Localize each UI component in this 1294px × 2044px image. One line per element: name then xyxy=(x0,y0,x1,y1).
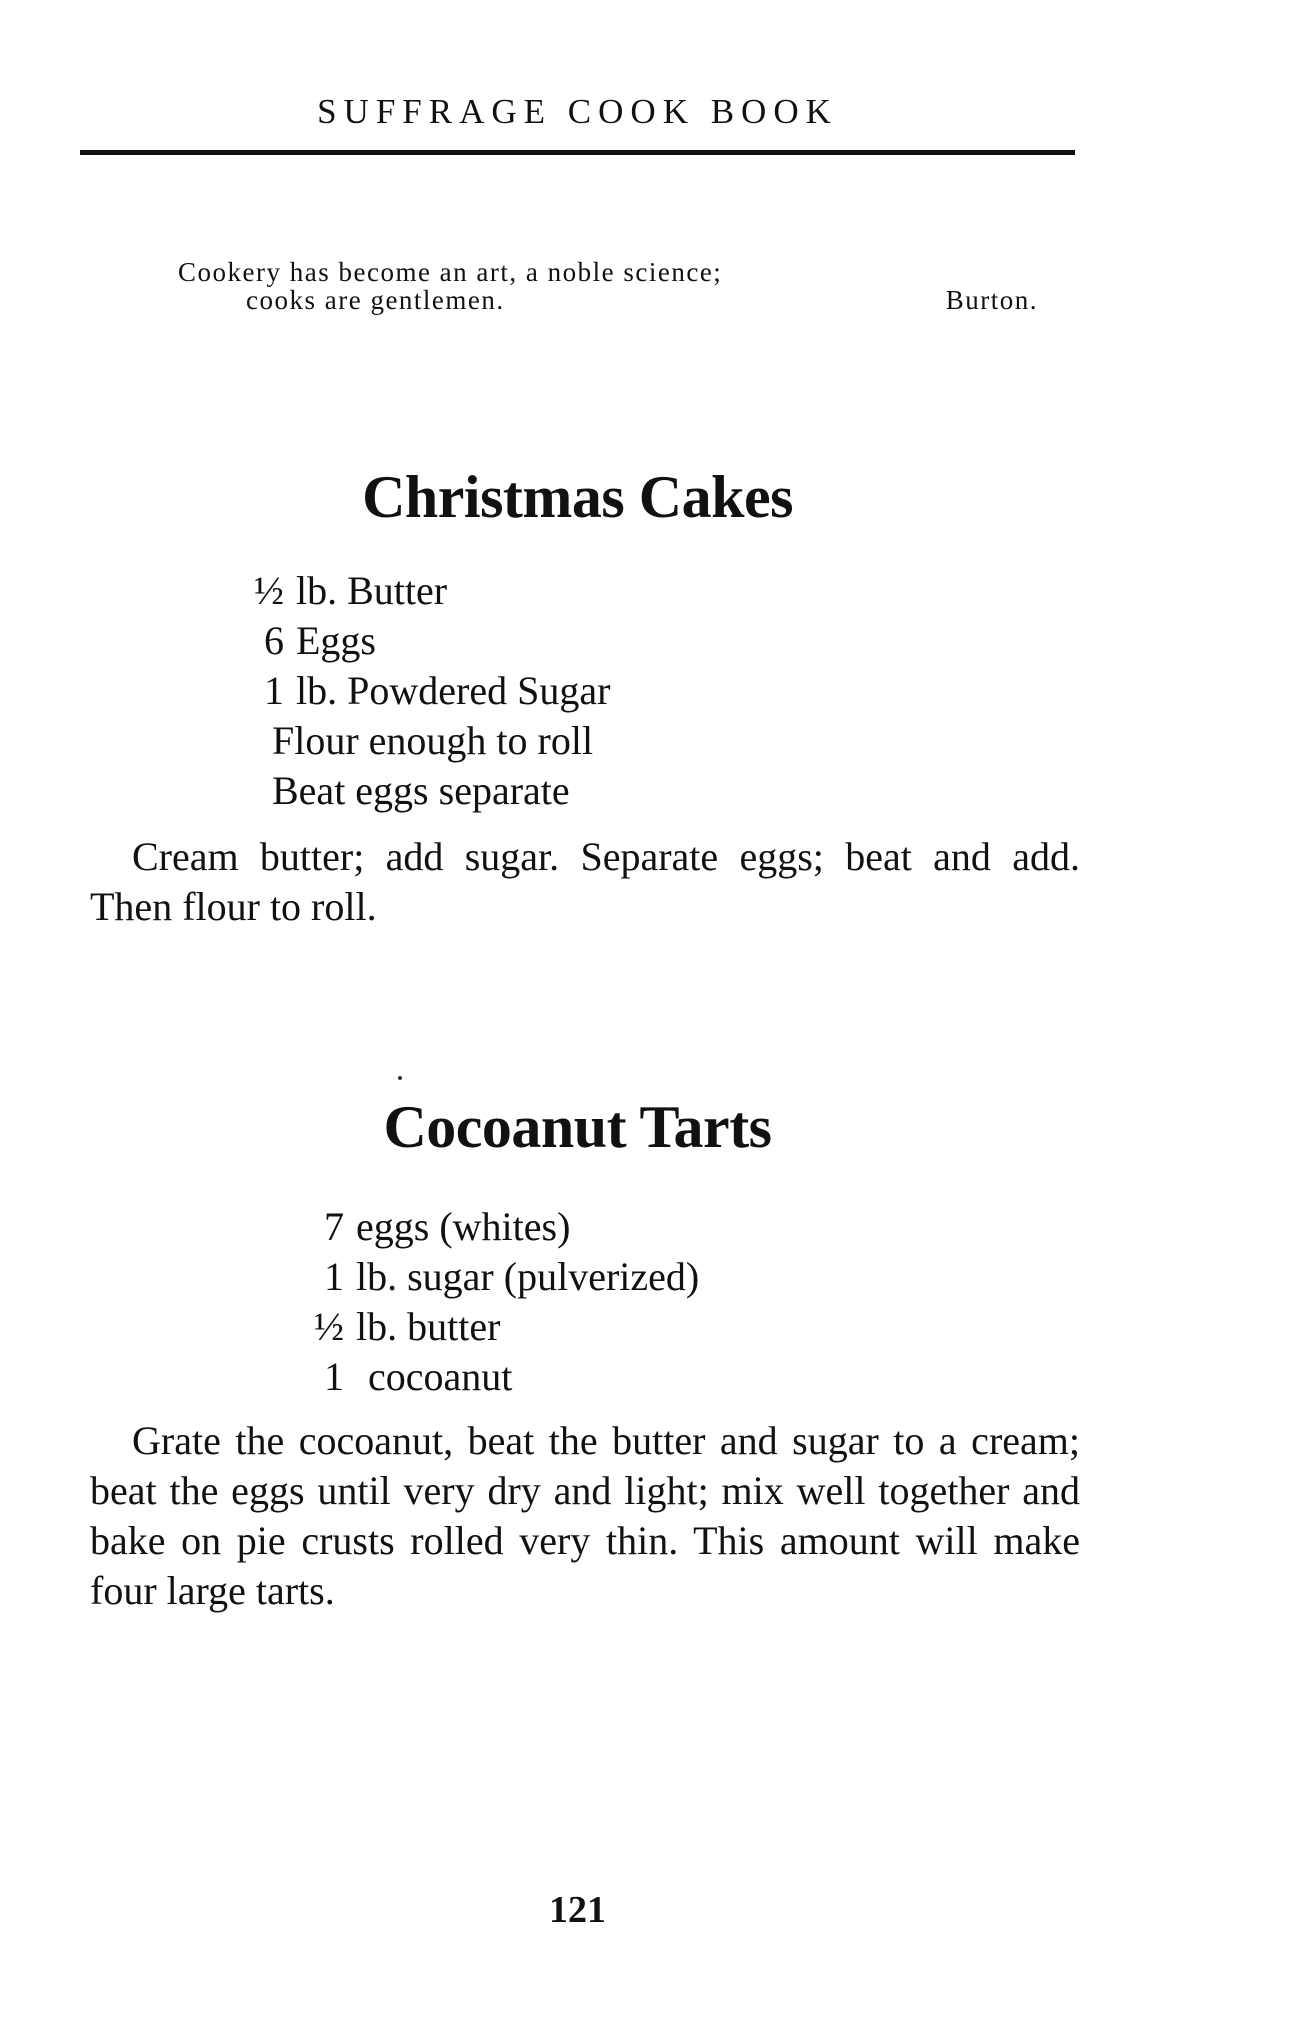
ingredient-item xyxy=(300,1302,699,1352)
epigraph xyxy=(178,258,1048,314)
ingredient-item xyxy=(300,1352,699,1402)
recipe-method-christmas-cakes: Cream butter; add sugar. Separate eggs; beat and add. Then flour to roll. xyxy=(90,834,1080,929)
epigraph-line-2 xyxy=(178,286,1048,314)
ingredient-text: lb. Butter xyxy=(296,568,448,613)
epigraph-line-1: Cookery has become an art, a noble science; xyxy=(178,257,723,287)
ingredient-item xyxy=(240,566,610,616)
ingredient-item xyxy=(240,616,610,666)
header-rule xyxy=(80,150,1075,155)
ingredient-quantity: 6 xyxy=(264,618,284,663)
ingredient-quantity: 1 xyxy=(324,1254,344,1299)
ingredient-quantity: 1 xyxy=(324,1354,344,1399)
ingredient-text: cocoanut xyxy=(368,1354,513,1399)
ingredient-quantity: ½ xyxy=(254,568,284,613)
ingredient-list-christmas-cakes xyxy=(240,566,610,816)
ingredient-text: lb. butter xyxy=(356,1304,501,1349)
ingredient-item xyxy=(240,666,610,716)
ingredient-quantity: 7 xyxy=(324,1204,344,1249)
print-speck xyxy=(398,1076,402,1080)
ingredient-item xyxy=(240,716,610,766)
ingredient-text: Beat eggs separate xyxy=(272,768,570,813)
ingredient-list-cocoanut-tarts xyxy=(300,1202,699,1402)
page-number: 121 xyxy=(549,1889,606,1931)
epigraph-attribution: Burton. xyxy=(945,285,1038,315)
ingredient-quantity: ½ xyxy=(314,1304,344,1349)
ingredient-item xyxy=(300,1252,699,1302)
ingredient-text: lb. sugar (pulverized) xyxy=(356,1254,700,1299)
recipe-title-christmas-cakes: Christmas Cakes xyxy=(362,464,793,530)
ingredient-item xyxy=(300,1202,699,1252)
ingredient-text: Eggs xyxy=(296,618,376,663)
ingredient-text: Flour enough to roll xyxy=(272,718,594,763)
epigraph-line-2-text: cooks are gentlemen. xyxy=(246,285,505,315)
ingredient-item xyxy=(240,766,610,816)
ingredient-text: lb. Powdered Sugar xyxy=(296,668,611,713)
recipe-method-cocoanut-tarts: Grate the cocoanut, beat the butter and sugar to a cream; beat the eggs until very dry and light; mix well together and bake on pie crusts rolled very thin. This amount will make four large tarts. xyxy=(90,1418,1080,1613)
ingredient-quantity: 1 xyxy=(264,668,284,713)
running-head: SUFFRAGE COOK BOOK xyxy=(317,92,838,131)
recipe-title-cocoanut-tarts: Cocoanut Tarts xyxy=(383,1094,772,1160)
ingredient-text: eggs (whites) xyxy=(356,1204,571,1249)
